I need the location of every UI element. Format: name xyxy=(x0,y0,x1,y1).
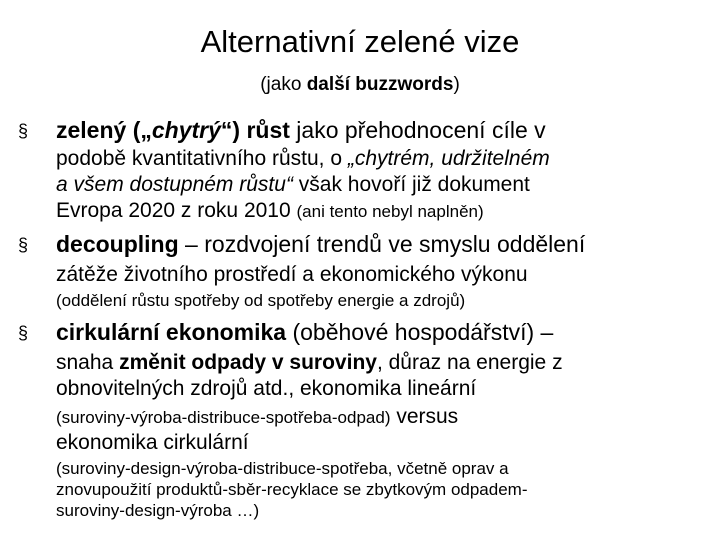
bullet2-line1 xyxy=(56,230,585,258)
subtitle-after: ) xyxy=(453,74,460,95)
bullet3-line4 xyxy=(56,404,458,431)
bullet3-line4-small: (suroviny-výroba-distribuce-spotřeba-odpad) xyxy=(56,408,391,427)
bullet3-line6: (suroviny-design-výroba-distribuce-spotřeba, včetně oprav a xyxy=(56,459,509,478)
bullet1-bold2: “) růst xyxy=(220,117,290,143)
bullet3-bold: cirkulární ekonomika xyxy=(56,319,287,345)
bullet3-line3: obnovitelných zdrojů atd., ekonomika lineární xyxy=(56,377,477,400)
bullet1-line2-normal: podobě kvantitativního růstu, o xyxy=(56,147,348,170)
bullet1-line2 xyxy=(56,146,550,172)
subtitle-before: (jako xyxy=(260,74,307,95)
bullet3-line2-bold: změnit odpady v suroviny xyxy=(119,351,377,374)
bullet1-bold-italic: chytrý xyxy=(151,117,221,143)
bullet2-bold: decoupling xyxy=(56,231,179,257)
bullet1-line4 xyxy=(56,198,484,225)
bullet2-line3: (oddělení růstu spotřeby od spotřeby energie a zdrojů) xyxy=(56,291,466,310)
bullet3-line5: ekonomika cirkulární xyxy=(56,431,249,454)
bullet3-line7: znovupoužití produktů-sběr-recyklace se zbytkovým odpadem- xyxy=(56,480,528,499)
bullet1-line4-small: (ani tento nebyl naplněn) xyxy=(296,202,484,221)
bullet3-line2-rest: , důraz na energie z xyxy=(376,351,563,374)
bullet3-line8: suroviny-design-výroba …) xyxy=(56,501,260,520)
bullet2-line2: zátěže životního prostředí a ekonomického výkonu xyxy=(56,263,528,286)
bullet-marker: § xyxy=(18,121,29,141)
bullet1-rest: jako přehodnocení cíle v xyxy=(289,117,546,143)
bullet-marker: § xyxy=(18,323,29,343)
bullet1-line3 xyxy=(56,172,530,198)
bullet1-line2-italic: „chytrém, udržitelném xyxy=(347,147,550,170)
bullet1-line4-normal: Evropa 2020 z roku 2010 xyxy=(56,199,297,222)
bullet3-line1 xyxy=(56,318,553,346)
bullet-marker: § xyxy=(18,235,29,255)
bullet1-line3-normal: však hovoří již dokument xyxy=(292,173,530,196)
slide-title: Alternativní zelené vize xyxy=(200,24,520,59)
bullet3-rest: (oběhové hospodářství) – xyxy=(286,319,554,345)
bullet3-line2 xyxy=(56,350,563,376)
bullet3-line4-normal: versus xyxy=(390,405,459,428)
slide-subtitle xyxy=(0,72,720,98)
bullet2-rest: – rozdvojení trendů ve smyslu oddělení xyxy=(178,231,586,257)
bullet3-line2-normal: snaha xyxy=(56,351,120,374)
bullet1-line3-italic: a všem dostupném růstu“ xyxy=(56,173,293,196)
subtitle-bold: další buzzwords xyxy=(306,74,454,95)
bullet1-bold: zelený („ xyxy=(56,117,152,143)
bullet1-line1 xyxy=(56,116,546,144)
